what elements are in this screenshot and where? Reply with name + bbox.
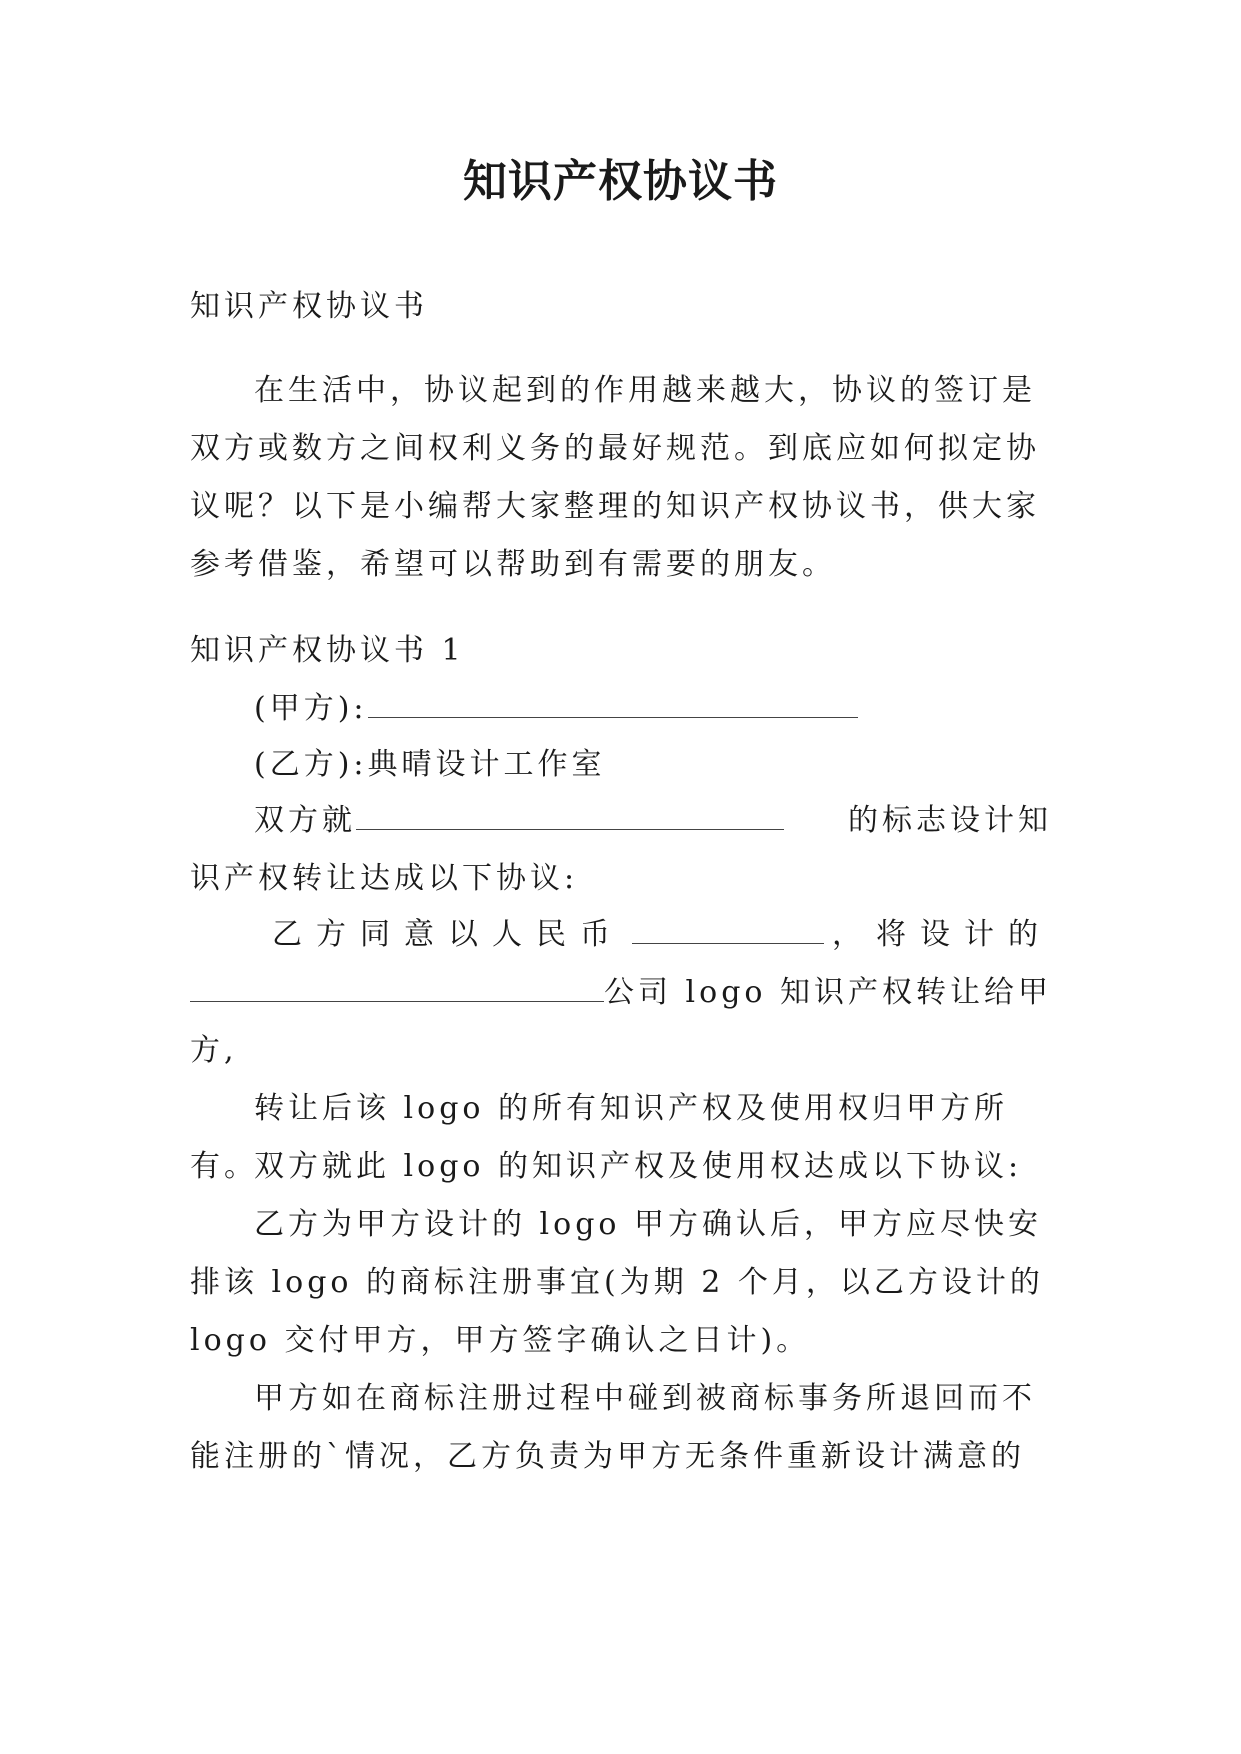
party-b-line: (乙方):典晴设计工作室 (254, 747, 606, 782)
clause-4: 双方就此 logo 的知识产权及使用权达成以下协议: (254, 1149, 1023, 1184)
clause-1-suffix: 的标志设计知 (848, 803, 1052, 838)
clause-2-text-a: 乙方同意以人民币 (272, 917, 624, 952)
clause-2-amount-blank (632, 913, 824, 944)
clause-2-text-b: ，将设计的 (832, 917, 1052, 952)
document-title: 知识产权协议书 (463, 156, 778, 207)
clause-5: 乙方为甲方设计的 logo 甲方确认后，甲方应尽快安排该 logo 的商标注册事宜(为期 2 个月，以乙方设计的 logo 交付甲方，甲方签字确认之日计)。 (190, 1207, 1044, 1358)
party-a-line (190, 680, 1052, 738)
clause-2-line-2-suffix: 公司 logo 知识产权转让给甲 (604, 975, 1052, 1010)
party-a-blank (368, 687, 858, 718)
clause-2-line-2 (190, 964, 1052, 1022)
intro-paragraph: 在生活中，协议起到的作用越来越大，协议的签订是双方或数方之间权利义务的最好规范。到底应如何拟定协议呢？以下是小编帮大家整理的知识产权协议书，供大家参考借鉴，希望可以帮助到有需要的朋友。 (190, 373, 1040, 582)
clause-2-line-1 (190, 906, 1052, 964)
clause-1-line (190, 792, 1052, 850)
clause-3: 转让后该 logo 的所有知识产权及使用权归甲方所有。 (190, 1091, 1008, 1184)
clause-1-prefix: 双方就 (254, 803, 356, 838)
clause-1-continuation: 识产权转让达成以下协议: (190, 861, 579, 896)
clause-6: 甲方如在商标注册过程中碰到被商标事务所退回而不能注册的`情况，乙方负责为甲方无条件重新设计满意的 (190, 1381, 1036, 1474)
section-heading: 知识产权协议书 1 (190, 633, 465, 668)
clause-2-company-blank (190, 971, 604, 1002)
clause-2-line-3: 方, (190, 1033, 238, 1068)
document-subtitle: 知识产权协议书 (190, 289, 428, 324)
clause-1-blank (356, 799, 784, 830)
party-a-label: (甲方): (254, 691, 368, 726)
